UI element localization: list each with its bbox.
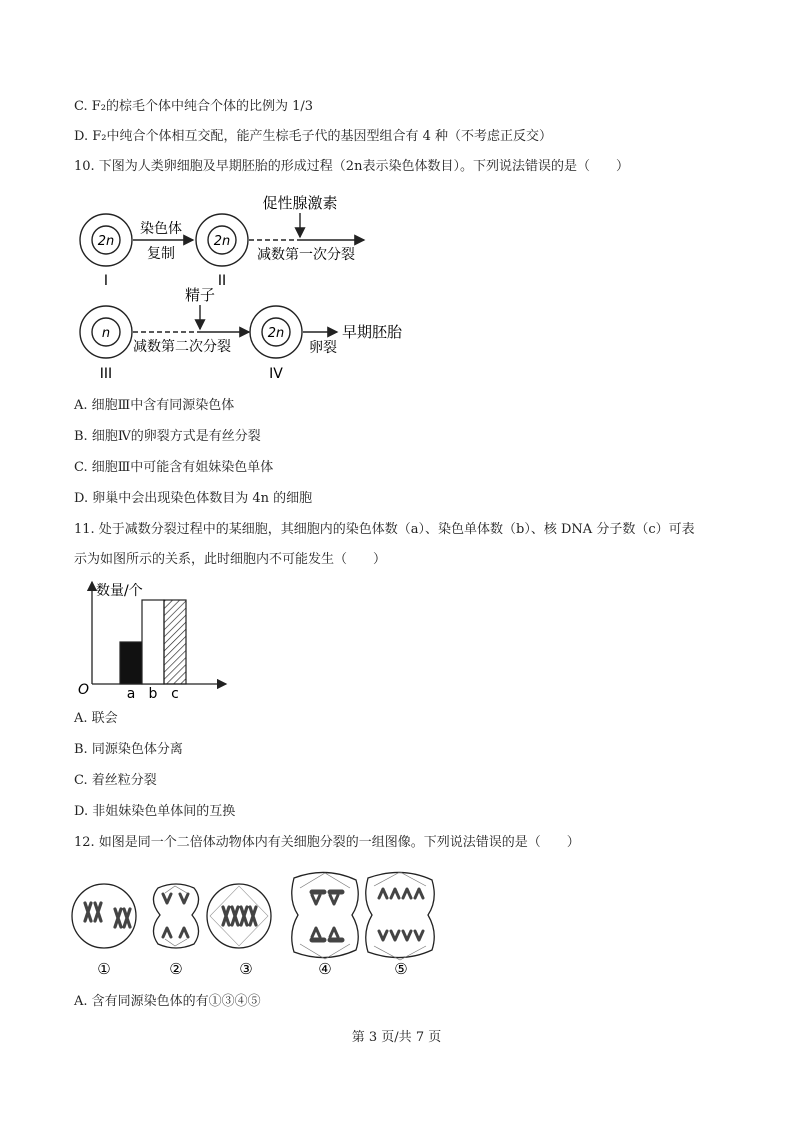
embryo-label: 早期胚胎 (342, 323, 403, 341)
page-footer: 第 3 页/共 7 页 (351, 1030, 442, 1045)
q11-option-d: D. 非姐妹染色单体间的互换 (74, 804, 236, 819)
question-11-stem-line2: 示为如图所示的关系，此时细胞内不可能发生（ ） (74, 552, 387, 567)
q11-option-b: B. 同源染色体分离 (74, 742, 183, 757)
option-c-prev: C. F₂的棕毛个体中纯合个体的比例为 1/3 (74, 99, 314, 114)
q10-option-a: A. 细胞Ⅲ中含有同源染色体 (74, 398, 235, 413)
arrow-replication-bottom-label: 复制 (147, 246, 175, 262)
question-10-stem: 10. 下图为人类卵细胞及早期胚胎的形成过程（2n表示染色体数目）。下列说法错误的是（ ） (74, 159, 629, 174)
meiosis2-label: 减数第二次分裂 (133, 339, 231, 355)
cell-I-roman: I (103, 273, 109, 289)
bar-b (142, 600, 164, 684)
cell-1 (72, 884, 136, 948)
cell-division-figures (70, 862, 450, 982)
x-tick-label-c: c (171, 686, 179, 701)
q11-option-a: A. 联会 (74, 711, 118, 726)
q11-option-c: C. 着丝粒分裂 (74, 773, 157, 788)
cell-IV-chromosome-label: 2n (267, 326, 285, 341)
cell-III-roman: III (99, 366, 113, 382)
question-12-stem: 12. 如图是同一个二倍体动物体内有关细胞分裂的一组图像。下列说法错误的是（ ） (74, 835, 580, 850)
bar-c (164, 600, 186, 684)
cell-II-chromosome-label: 2n (213, 234, 231, 249)
q10-option-c: C. 细胞Ⅲ中可能含有姐妹染色单体 (74, 460, 274, 475)
cell-IV (250, 306, 302, 358)
cell-I (80, 214, 132, 266)
origin-label: O (78, 682, 90, 698)
bar-a (120, 642, 142, 684)
oocyte-formation-diagram (74, 188, 444, 388)
cell-5 (366, 872, 435, 960)
x-tick-label-a: a (126, 686, 136, 701)
q10-option-b: B. 细胞Ⅳ的卵裂方式是有丝分裂 (74, 429, 261, 444)
cell-III (80, 306, 132, 358)
cell-II-roman: II (217, 273, 227, 289)
cell-3 (207, 884, 271, 948)
cell-IV-roman: IV (269, 366, 283, 382)
q12-option-a: A. 含有同源染色体的有①③④⑤ (74, 994, 261, 1009)
arrow-replication-top-label: 染色体 (140, 221, 182, 237)
option-d-prev: D. F₂中纯合个体相互交配，能产生棕毛子代的基因型组合有 4 种（不考虑正反交） (74, 129, 552, 144)
bar-chart (76, 576, 236, 701)
cell-III-chromosome-label: n (101, 326, 111, 341)
cell-II (196, 214, 248, 266)
cell-5-label: ⑤ (394, 960, 408, 978)
cell-2-label: ② (169, 960, 183, 978)
q10-option-d: D. 卵巢中会出现染色体数目为 4n 的细胞 (74, 491, 313, 506)
cell-3-label: ③ (239, 960, 253, 978)
cleavage-label: 卵裂 (309, 340, 337, 356)
x-tick-label-b: b (148, 686, 158, 701)
meiosis1-label: 减数第一次分裂 (257, 247, 355, 263)
cell-1-label: ① (97, 960, 111, 978)
hormone-label: 促性腺激素 (262, 194, 338, 212)
cell-I-chromosome-label: 2n (97, 234, 115, 249)
sperm-label: 精子 (184, 286, 216, 304)
y-axis-label: 数量/个 (96, 583, 143, 599)
cell-4-label: ④ (318, 960, 332, 978)
question-11-stem-line1: 11. 处于减数分裂过程中的某细胞，其细胞内的染色体数（a）、染色单体数（b）、核 DNA 分子数（c）可表 (74, 522, 695, 537)
cell-2 (153, 884, 198, 948)
cell-4 (292, 872, 359, 959)
